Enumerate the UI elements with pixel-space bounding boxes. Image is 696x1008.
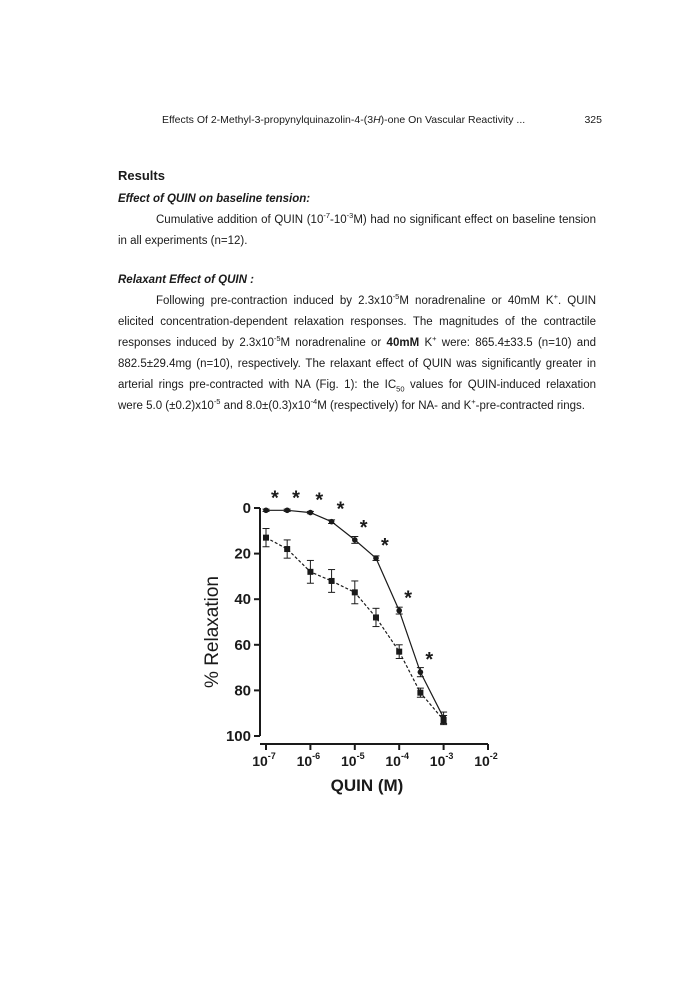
data-point [417,690,423,696]
x-tick-label: $10^{-3}$ [429,751,454,769]
running-title: Effects Of 2-Methyl-3-propynylquinazolin-4-(3H)-one On Vascular Reactivity ... [162,114,526,126]
significance-star: * [271,487,279,510]
y-tick-label: 0 [242,500,251,517]
y-axis-label: % Relaxation [202,576,223,688]
y-tick-label: 20 [234,545,251,563]
data-point [352,537,358,543]
y-tick-label: 40 [234,591,251,609]
data-point [307,569,313,575]
figure-1-chart [180,480,520,795]
results-heading: Results [118,168,165,183]
data-point [284,507,290,513]
data-point [373,614,379,620]
y-tick-label: 60 [234,636,251,654]
x-axis-label: QUIN (M) [330,776,404,795]
significance-star: * [380,535,389,558]
series-line [266,538,444,720]
series-2 [263,529,448,725]
significance-star: * [425,649,434,672]
data-point [352,589,358,595]
x-tick-label: $10^{-6}$ [296,751,321,769]
results-section [118,168,596,417]
x-tick-label: $10^{-2}$ [474,751,498,769]
y-tick-label: 80 [234,682,251,700]
relaxant-paragraph: Following pre-contraction induced by $2.3x10^{-5}M$ noradrenaline or 40mM K+. QUIN elicited concentration-dependent relaxation responses. The magnitudes of the contractile responses induced by $2.3x10^{-5}M$ noradrenaline or 40mM K+ were: 865.4±33.5 (n=10) and 882.5±29.4mg (n=10), respectively. The relaxant effect of QUIN was significantly greater in arterial rings pre-contracted with NA (Fig. 1): the $IC_{50}$ values for QUIN-induced relaxation were 5.0 $(\pm 0.2)x10^{-5}$ and $8.0\pm(0.3)x10^{-4}M$ (respectively) for NA- and K+-pre-contracted rings. [118,292,597,412]
significance-star: * [292,487,300,510]
page-number: 325 [584,114,602,126]
data-point [263,507,269,513]
x-tick-label: $10^{-5}$ [341,751,365,769]
baseline-paragraph: Cumulative addition of QUIN $(10^{-7}-10^{-3}M)$ had no significant effect on baseline tension in all experiments (n=12). [118,211,596,247]
data-point [373,555,379,561]
significance-star: * [336,498,345,521]
data-point [329,578,335,584]
baseline-subheading: Effect of QUIN on baseline tension: [118,193,311,205]
data-point [308,510,314,516]
running-head [162,114,602,126]
data-point [396,608,402,614]
data-point [263,535,269,541]
significance-star: * [404,587,412,610]
x-tick-label: $10^{-7}$ [252,751,276,769]
relaxant-subheading: Relaxant Effect of QUIN : [118,274,254,286]
significance-star: * [315,489,324,512]
data-point [396,649,402,655]
data-point [418,669,424,675]
data-point [284,546,290,552]
data-point [441,717,447,723]
y-tick-label: 100 [225,728,251,745]
significance-star: * [359,516,368,539]
data-point [329,519,335,525]
x-tick-label: $10^{-4}$ [385,751,409,769]
